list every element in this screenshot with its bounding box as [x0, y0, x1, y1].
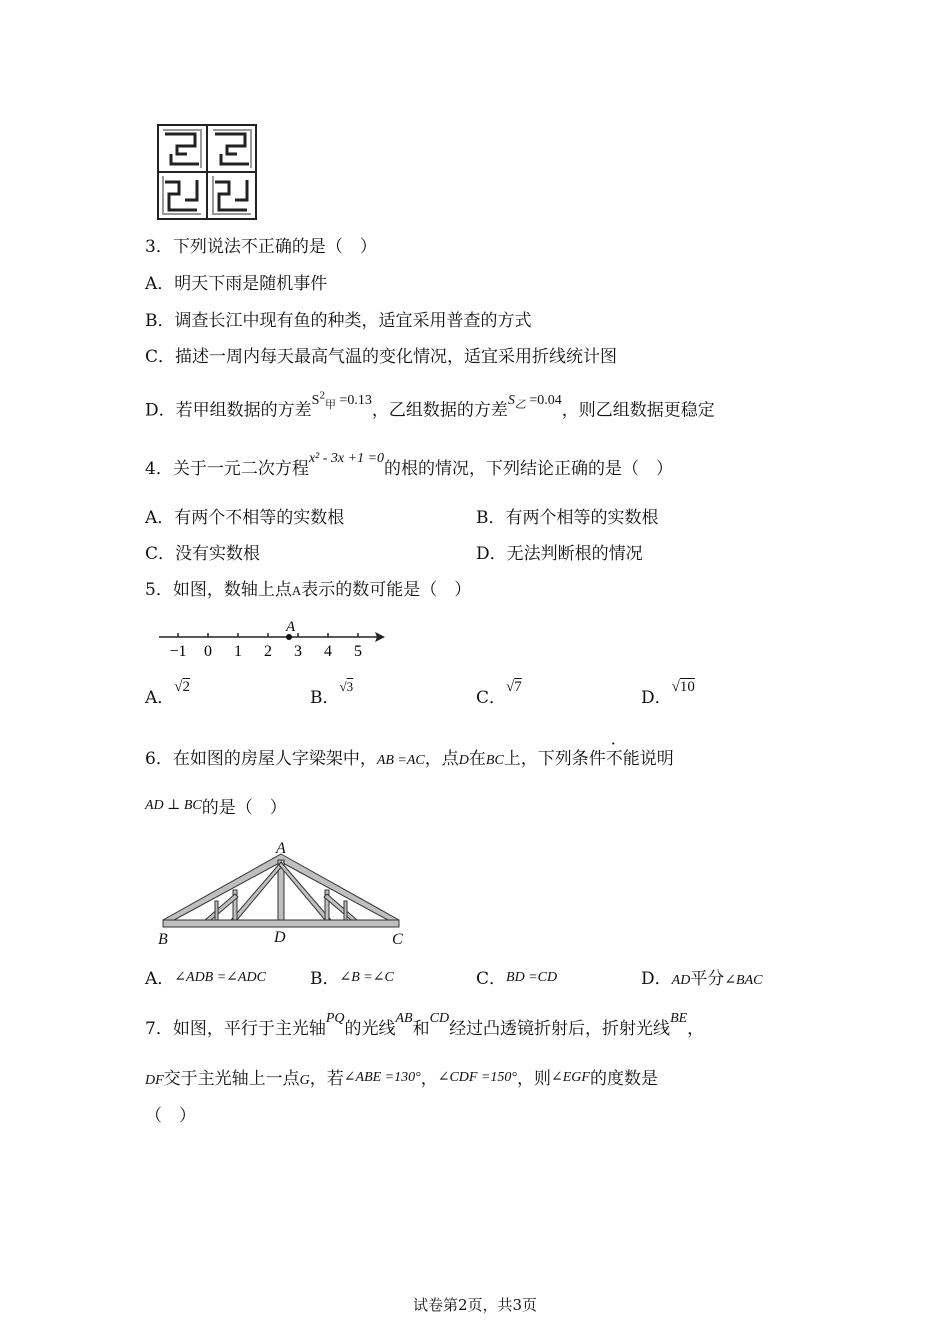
q4-option-c: C．没有实数根: [145, 544, 261, 564]
axis-label: 3: [294, 643, 302, 660]
q5-point: A: [291, 583, 302, 598]
axis-label: 0: [204, 643, 212, 660]
q6-c-label: C．: [476, 969, 507, 989]
q5-c-value: 7: [514, 679, 522, 695]
roof-truss-figure: [155, 838, 410, 948]
q5-d-label: D．: [641, 688, 672, 708]
q6-stem-post: 说明: [639, 749, 674, 769]
q7-l2-t2: ，若: [309, 1069, 344, 1089]
q4-stem-pre: 4．关于一元二次方程: [145, 459, 309, 479]
axis-label: 4: [324, 643, 332, 660]
q7-be: BE: [670, 1011, 688, 1026]
q7-l1-pre: 7．如图，平行于主光轴: [145, 1019, 326, 1039]
q5-option-d: D．√10: [641, 679, 695, 708]
q6-option-a: [145, 968, 266, 992]
truss-label-b: B: [158, 931, 168, 948]
q7-cd: CD: [429, 1011, 450, 1026]
truss-label-d: D: [274, 929, 286, 946]
q6-a-expr: ∠ADB =∠ADC: [174, 970, 266, 985]
q3-d-f1-sq: 2: [319, 389, 325, 401]
q4-option-b: B．有两个相等的实数根: [476, 508, 659, 528]
q5-a-value: 2: [182, 679, 191, 695]
q3-option-b: B．调查长江中现有鱼的种类，适宜采用普查的方式: [145, 311, 532, 331]
q7-l1-t1: 的光线: [344, 1019, 396, 1039]
q5-b-value: 3: [346, 679, 354, 694]
q5-c-label: C．: [476, 688, 507, 708]
q5-stem-pre: 5．如图，数轴上点: [145, 580, 292, 600]
q7-pq: PQ: [325, 1011, 345, 1026]
q6-segment: BC: [485, 753, 504, 768]
axis-label: 2: [264, 643, 272, 660]
q7-l1-t3: 经过凸透镜折射后，折射光线: [449, 1019, 671, 1039]
q6-b-label: B．: [310, 969, 340, 989]
q5-a-label: A．: [145, 688, 175, 708]
q3-d-post: ，则乙组数据更稳定: [561, 400, 715, 421]
q3-option-c: C．描述一周内每天最高气温的变化情况，适宜采用折线统计图: [145, 347, 618, 367]
q5-option-c: C．√7: [476, 679, 522, 708]
q7-abe: ∠ABE =130°: [343, 1070, 421, 1085]
q6-stem: [145, 748, 674, 772]
q5-stem-post: 表示的数可能是（ ）: [301, 580, 472, 600]
number-line-figure: [155, 616, 395, 662]
number-line-point-label: A: [286, 619, 296, 635]
q6-stem-mid3: 上，下列条件: [503, 749, 606, 769]
q6-d-text: 平分: [690, 969, 725, 989]
truss-label-a: A: [276, 840, 286, 857]
q5-stem: [145, 579, 471, 602]
q7-df: DF: [145, 1073, 164, 1088]
q6-option-c: [476, 968, 557, 992]
q6-d-label: D．: [641, 969, 672, 989]
page-footer: 试卷第2页，共3页: [412, 1296, 538, 1314]
q3-d-mid: ，乙组数据的方差: [371, 400, 508, 421]
q6-c-expr: BD =CD: [506, 970, 558, 985]
q3-d-f1-sub: 甲: [324, 398, 336, 411]
q3-d-f1-val: =0.13: [339, 392, 372, 408]
q7-line1: [145, 1011, 705, 1042]
q7-line2: [145, 1068, 658, 1092]
q4-option-d: D．无法判断根的情况: [476, 544, 643, 564]
q7-l1-t4: ，: [687, 1019, 705, 1039]
q6-condition: AB =AC: [376, 753, 425, 768]
q5-d-value: 10: [679, 679, 695, 695]
q7-l2-t1: 交于主光轴上一点: [163, 1069, 300, 1089]
q6-a-label: A．: [145, 969, 175, 989]
truss-label-c: C: [392, 931, 403, 948]
q3-d-pre: D．若甲组数据的方差: [145, 400, 312, 421]
q6-option-b: [310, 968, 394, 992]
q6-point-d: D: [458, 753, 469, 768]
q3-d-f2: S: [507, 392, 515, 408]
q7-ab: AB: [395, 1011, 413, 1026]
q3-option-d: [145, 389, 715, 427]
q6-stem-mid2: 在: [468, 749, 486, 769]
q4-option-a: A．有两个不相等的实数根: [145, 508, 345, 528]
q6-b-expr: ∠B =∠C: [339, 970, 394, 985]
q7-egf: ∠EGF: [551, 1070, 590, 1085]
q7-l2-t3: ，: [420, 1069, 438, 1089]
q6-perp-expr: AD ⊥ BC: [145, 798, 202, 813]
q7-l2-t4: ，则: [517, 1069, 552, 1089]
q7-g: G: [299, 1073, 310, 1088]
q6-d-expr1: AD: [671, 973, 691, 988]
q6-stem-line2: [145, 797, 287, 821]
q3-d-f1: S: [311, 392, 320, 408]
q3-d-f2-val: =0.04: [529, 392, 562, 408]
q5-b-label: B．: [310, 688, 340, 708]
q6-option-d: [641, 968, 762, 992]
axis-label: 1: [234, 643, 242, 660]
q5-option-b: B．$^{√3}$: [310, 679, 354, 708]
q7-l2-t5: 的度数是: [589, 1069, 658, 1089]
q5-option-a: A．√2: [145, 679, 191, 708]
q3-option-a: A．明天下雨是随机事件: [145, 274, 328, 294]
q6-stem-mid1: ，点: [424, 749, 459, 769]
axis-label: −1: [169, 643, 187, 660]
q7-line3: （ ）: [145, 1106, 196, 1126]
axis-label: 5: [354, 643, 362, 660]
q4-equation: x² - 3x +1 =0: [308, 451, 385, 466]
pattern-figure: [157, 124, 257, 220]
q7-l1-t2: 和: [412, 1019, 430, 1039]
q3-d-f2-sub: 乙: [514, 398, 526, 411]
q4-stem-post: 的根的情况，下列结论正确的是（ ）: [384, 459, 674, 479]
q6-d-expr2: ∠BAC: [724, 973, 763, 988]
q7-cdf: ∠CDF =150°: [437, 1070, 518, 1085]
q3-stem: 3．下列说法不正确的是（ ）: [145, 237, 377, 257]
q6-stem-pre: 6．在如图的房屋人字梁架中，: [145, 749, 377, 769]
q6-emphasis-not-can: 不能: [605, 749, 640, 769]
q4-stem: [145, 451, 674, 482]
q6-line2-post: 的是（ ）: [201, 798, 287, 818]
